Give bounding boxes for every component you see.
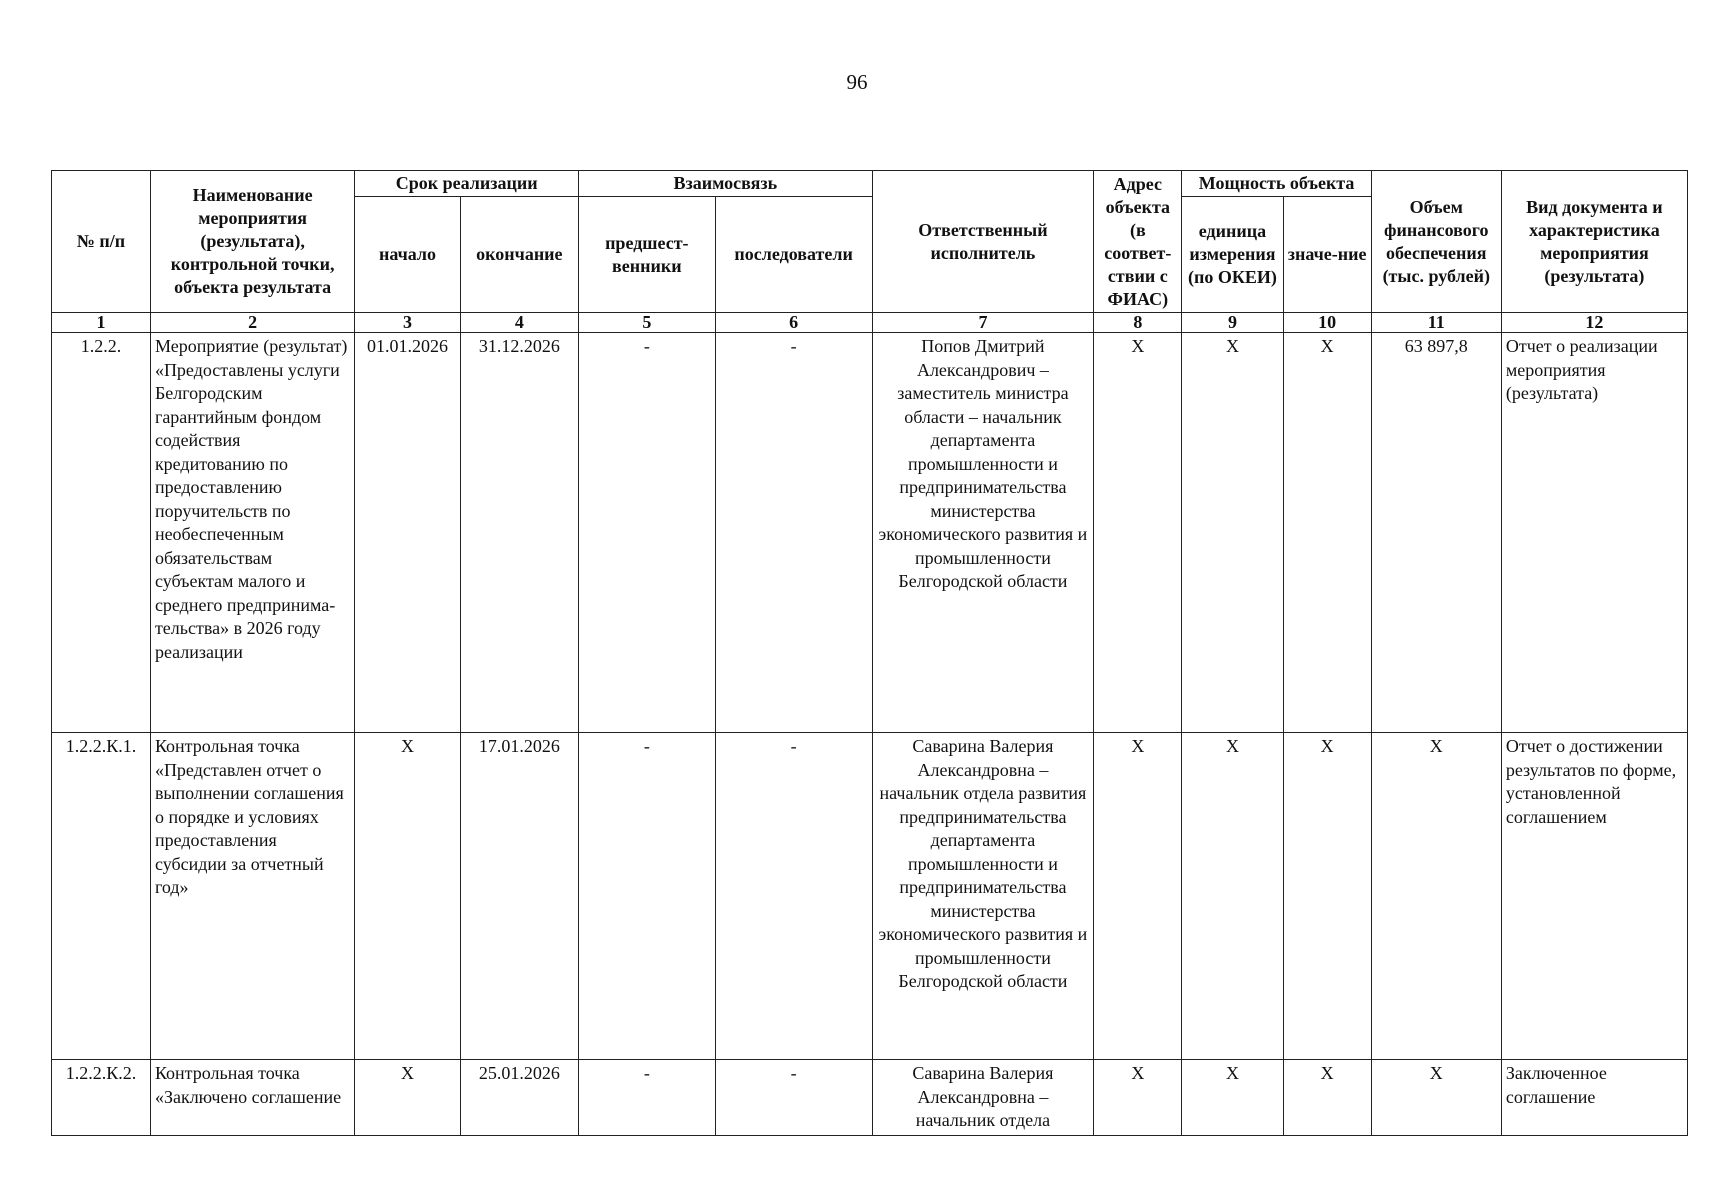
row-unit: Х: [1182, 333, 1283, 733]
row-name: Контрольная точка «Заключено соглашение: [150, 1060, 354, 1136]
col-number-1: 1: [52, 313, 151, 333]
row-end: 31.12.2026: [460, 333, 578, 733]
col-number-9: 9: [1182, 313, 1283, 333]
header-capacity: Мощность объекта: [1182, 171, 1371, 197]
header-unit: единица измерения (по ОКЕИ): [1182, 197, 1283, 313]
row-address: Х: [1094, 333, 1182, 733]
col-number-6: 6: [715, 313, 872, 333]
col-number-11: 11: [1371, 313, 1501, 333]
row-name: Мероприятие (результат) «Предоставлены услуги Белгородским гарантийным фондом содействия кредитованию по предоставлению поручительств по необеспеченным обязательствам субъектам малого и среднего предпринима-тельства» в 2026 году реализации: [150, 333, 354, 733]
row-num: 1.2.2.: [52, 333, 151, 733]
row-responsible: Попов Дмитрий Александрович – заместитель министра области – начальник департамента промышленности и предпринимательства министерства экономического развития и промышленности Белгородской области: [872, 333, 1094, 733]
col-number-12: 12: [1501, 313, 1687, 333]
page-number: 96: [846, 70, 868, 94]
row-succ: -: [715, 733, 872, 1060]
col-number-10: 10: [1283, 313, 1371, 333]
header-doc: Вид документа и характеристика мероприятия (результата): [1501, 171, 1687, 313]
row-name: Контрольная точка «Представлен отчет о выполнении соглашения о порядке и условиях предоставления субсидии за отчетный год»: [150, 733, 354, 1060]
row-doc: Отчет о реализации мероприятия (результата): [1501, 333, 1687, 733]
col-number-2: 2: [150, 313, 354, 333]
row-value: Х: [1283, 333, 1371, 733]
row-unit: Х: [1182, 1060, 1283, 1136]
row-responsible: Саварина Валерия Александровна – начальник отдела: [872, 1060, 1094, 1136]
table-row: [52, 733, 1688, 1060]
row-start: Х: [355, 733, 460, 1060]
row-unit: Х: [1182, 733, 1283, 1060]
col-number-4: 4: [460, 313, 578, 333]
row-end: 25.01.2026: [460, 1060, 578, 1136]
row-pred: -: [579, 333, 716, 733]
row-end: 17.01.2026: [460, 733, 578, 1060]
col-number-7: 7: [872, 313, 1094, 333]
row-start: Х: [355, 1060, 460, 1136]
row-pred: -: [579, 1060, 716, 1136]
header-address: Адрес объекта (в соответ-ствии с ФИАС): [1094, 171, 1182, 313]
header-successors: последователи: [715, 197, 872, 313]
header-num: № п/п: [52, 171, 151, 313]
row-finance: 63 897,8: [1371, 333, 1501, 733]
row-doc: Отчет о достижении результатов по форме, установленной соглашением: [1501, 733, 1687, 1060]
row-value: Х: [1283, 733, 1371, 1060]
header-predecessors: предшест-венники: [579, 197, 716, 313]
header-responsible: Ответственный исполнитель: [872, 171, 1094, 313]
row-finance: Х: [1371, 1060, 1501, 1136]
row-pred: -: [579, 733, 716, 1060]
header-name: Наименование мероприятия (результата), контрольной точки, объекта результата: [150, 171, 354, 313]
col-number-5: 5: [579, 313, 716, 333]
implementation-plan-table: [51, 170, 1688, 1136]
table-row: [52, 1060, 1688, 1136]
header-period: Срок реализации: [355, 171, 579, 197]
row-address: Х: [1094, 733, 1182, 1060]
header-end: окончание: [460, 197, 578, 313]
row-value: Х: [1283, 1060, 1371, 1136]
col-number-8: 8: [1094, 313, 1182, 333]
header-finance: Объем финансового обеспечения (тыс. рублей): [1371, 171, 1501, 313]
header-value: значе-ние: [1283, 197, 1371, 313]
header-start: начало: [355, 197, 460, 313]
row-doc: Заключенное соглашение: [1501, 1060, 1687, 1136]
row-finance: Х: [1371, 733, 1501, 1060]
row-start: 01.01.2026: [355, 333, 460, 733]
row-num: 1.2.2.К.2.: [52, 1060, 151, 1136]
header-relation: Взаимосвязь: [579, 171, 873, 197]
row-address: Х: [1094, 1060, 1182, 1136]
row-num: 1.2.2.К.1.: [52, 733, 151, 1060]
row-succ: -: [715, 333, 872, 733]
col-number-3: 3: [355, 313, 460, 333]
row-responsible: Саварина Валерия Александровна – начальник отдела развития предпринимательства департамента промышленности и предпринимательства министерства экономического развития и промышленности Белгородской области: [872, 733, 1094, 1060]
table-row: [52, 333, 1688, 733]
row-succ: -: [715, 1060, 872, 1136]
